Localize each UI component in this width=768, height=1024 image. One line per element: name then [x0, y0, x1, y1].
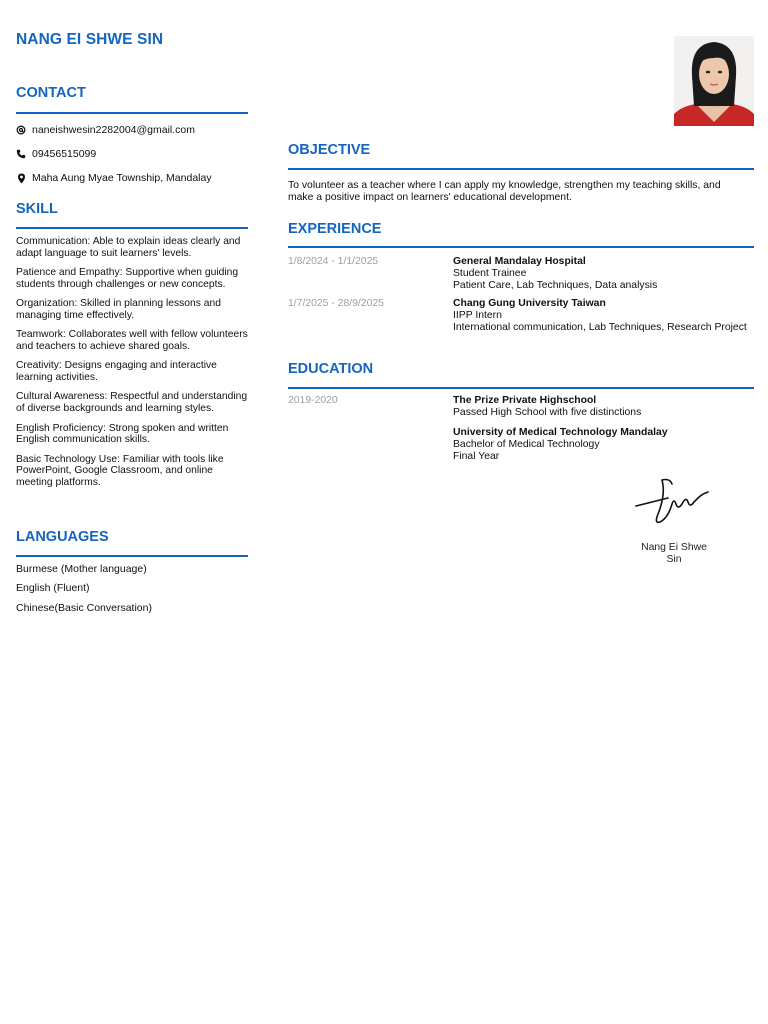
contact-address	[16, 172, 212, 184]
profile-photo	[674, 36, 754, 126]
skill-item: Teamwork: Collaborates well with fellow volunteers and teachers to achieve shared goals.	[16, 329, 248, 353]
skill-item: Organization: Skilled in planning lessons and managing time effectively.	[16, 298, 221, 321]
entry-details: Patient Care, Lab Techniques, Data analysis	[453, 280, 658, 291]
at-icon	[16, 124, 26, 136]
entry-organization: University of Medical Technology Mandalay	[453, 427, 668, 438]
entry-detail: Passed High School with five distinctions	[453, 407, 642, 418]
contact-email[interactable]	[16, 124, 195, 136]
entry-details: International communication, Lab Techniques, Research Project	[453, 322, 747, 333]
entry-date: 2019-2020	[288, 395, 338, 406]
entry-organization: General Mandalay Hospital	[453, 256, 586, 267]
signature-name: Nang Ei Shwe Sin	[641, 542, 707, 565]
email-text: naneishwesin2282004@gmail.com	[32, 124, 196, 136]
experience-divider	[288, 246, 754, 248]
contact-divider	[16, 112, 248, 114]
entry-date: 1/7/2025 - 28/9/2025	[288, 298, 384, 309]
entry-role: IIPP Intern	[453, 310, 502, 321]
entry-detail: Bachelor of Medical Technology	[453, 439, 600, 450]
address-text: Maha Aung Myae Township, Mandalay	[32, 172, 212, 184]
skill-item: Patience and Empathy: Supportive when guiding students through challenges or new concepts.	[16, 267, 239, 290]
entry-detail: Final Year	[453, 451, 500, 462]
languages-heading: LANGUAGES	[16, 529, 109, 545]
experience-heading: EXPERIENCE	[288, 221, 382, 237]
skill-item: Cultural Awareness: Respectful and understanding of diverse backgrounds and learning styles.	[16, 391, 248, 415]
phone-icon	[16, 148, 26, 160]
education-divider	[288, 387, 754, 389]
entry-organization: Chang Gung University Taiwan	[453, 298, 606, 309]
languages-divider	[16, 555, 248, 557]
skill-item: Creativity: Designs engaging and interactive learning activities.	[16, 360, 217, 384]
objective-heading: OBJECTIVE	[288, 142, 371, 158]
skill-divider	[16, 227, 248, 229]
education-heading: EDUCATION	[288, 361, 374, 377]
language-item: Burmese (Mother language)	[16, 563, 147, 575]
skill-list	[16, 236, 252, 497]
objective-divider	[288, 168, 754, 170]
entry-organization: The Prize Private Highschool	[453, 395, 597, 406]
signature-image	[632, 474, 716, 526]
phone-text: 09456515099	[32, 148, 97, 160]
location-pin-icon	[16, 172, 26, 184]
skill-item: English Proficiency: Strong spoken and written English communication skills.	[16, 422, 229, 446]
entry-role: Student Trainee	[453, 268, 527, 279]
entry-date: 1/8/2024 - 1/1/2025	[288, 256, 379, 267]
skill-item: Communication: Able to explain ideas clearly and adapt language to suit learners' levels.	[16, 236, 241, 259]
contact-heading: CONTACT	[16, 85, 86, 101]
language-item: English (Fluent)	[16, 582, 90, 594]
resume-name: NANG EI SHWE SIN	[16, 31, 164, 48]
objective-text: To volunteer as a teacher where I can apply my knowledge, strengthen my teaching skills, and make a positive impact on learners' educational development.	[288, 180, 721, 203]
contact-phone[interactable]	[16, 148, 96, 160]
language-item: Chinese(Basic Conversation)	[16, 602, 152, 614]
skill-heading: SKILL	[16, 201, 58, 217]
skill-item: Basic Technology Use: Familiar with tools like PowerPoint, Google Classroom, and online meeting platforms.	[16, 453, 224, 489]
